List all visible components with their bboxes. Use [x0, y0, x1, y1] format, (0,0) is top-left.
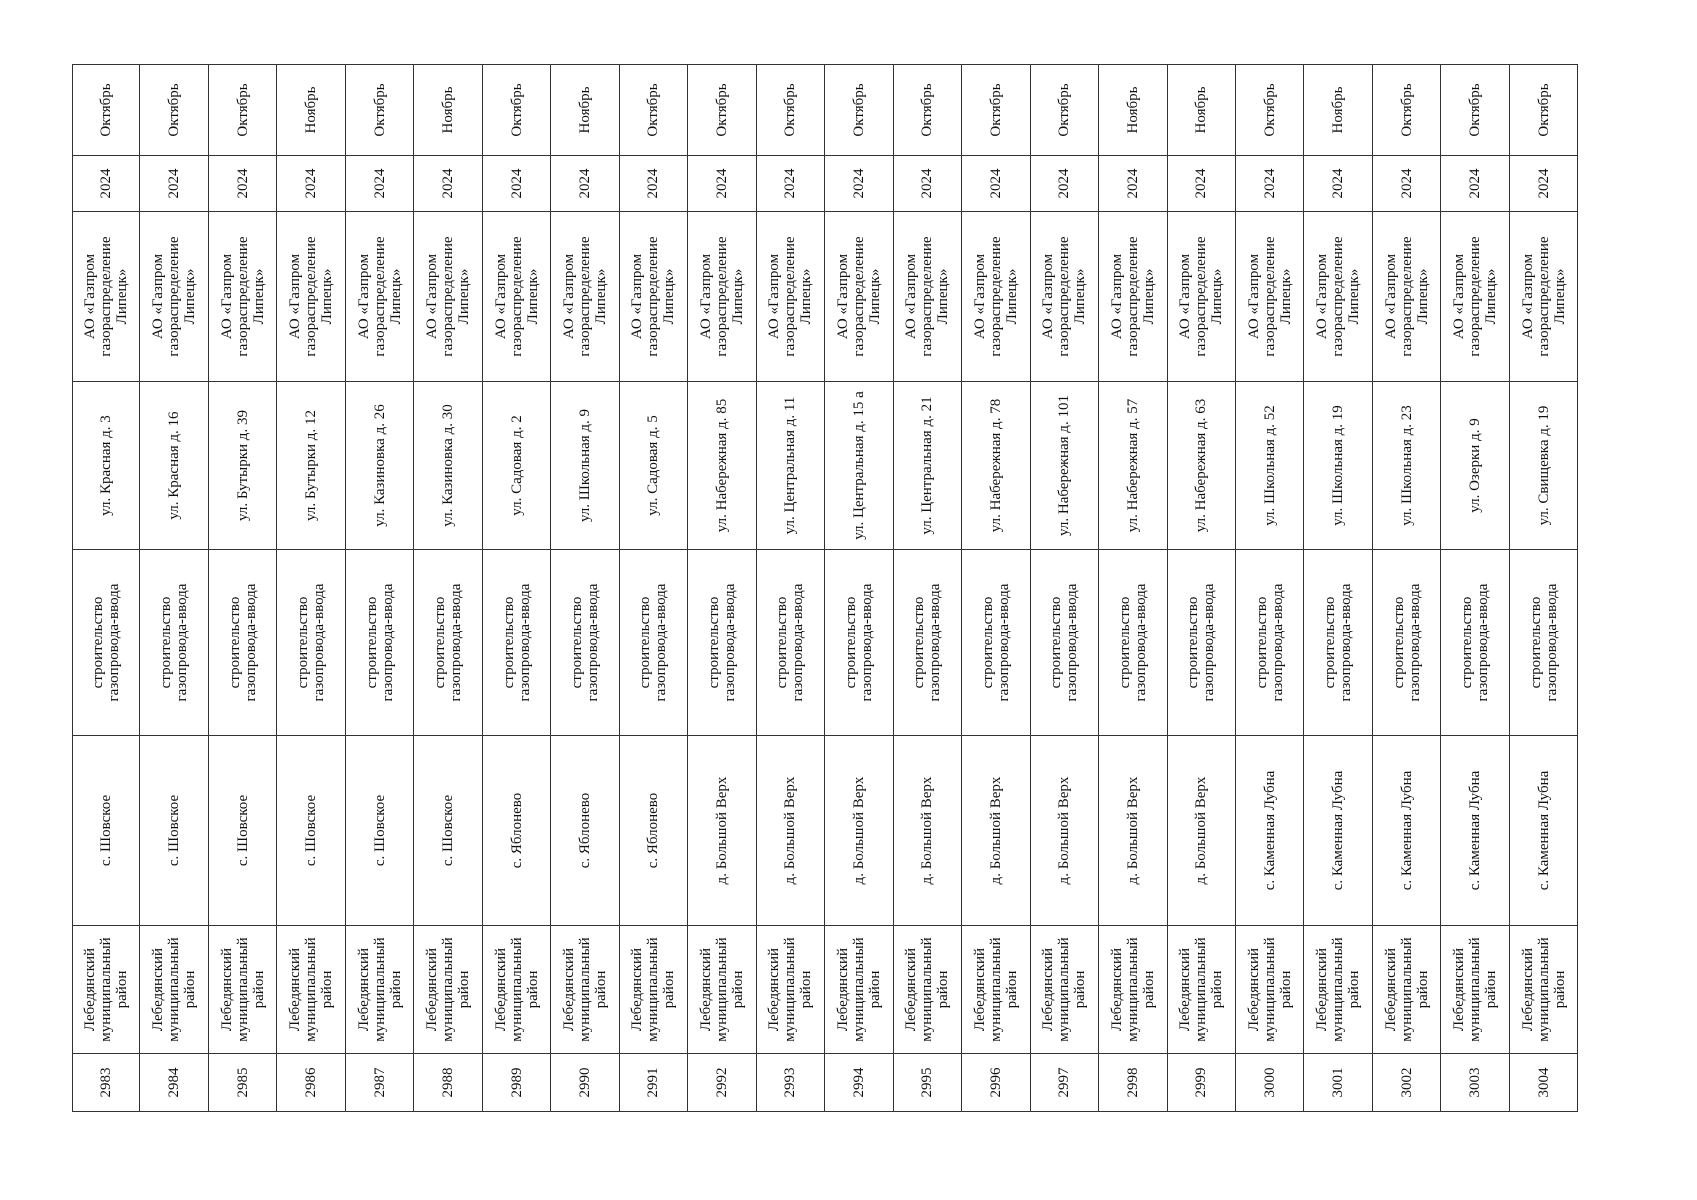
- organization-cell: АО «Газпром газораспределение Липецк»: [962, 212, 1029, 382]
- district-cell: Лебедянский муниципальный район: [414, 926, 481, 1054]
- district-cell: Лебедянский муниципальный район: [1373, 926, 1440, 1054]
- table-row: [894, 64, 962, 1112]
- table-row: [825, 64, 893, 1112]
- work-type-cell: строительство газопровода-ввода: [277, 550, 344, 736]
- row-number-cell: 3004: [1510, 1054, 1577, 1112]
- settlement-cell: д. Большой Верх: [1031, 736, 1098, 926]
- settlement-cell: д. Большой Верх: [962, 736, 1029, 926]
- settlement-cell: д. Большой Верх: [825, 736, 892, 926]
- settlement-cell: с. Каменная Лубна: [1510, 736, 1577, 926]
- month-cell: Октябрь: [962, 64, 1029, 156]
- district-cell: Лебедянский муниципальный район: [1099, 926, 1166, 1054]
- organization-cell: АО «Газпром газораспределение Липецк»: [688, 212, 755, 382]
- settlement-cell: с. Каменная Лубна: [1373, 736, 1440, 926]
- address-cell: ул. Школьная д. 52: [1236, 382, 1303, 550]
- table-row: [414, 64, 482, 1112]
- address-cell: ул. Садовая д. 2: [483, 382, 550, 550]
- district-cell: Лебедянский муниципальный район: [894, 926, 961, 1054]
- district-cell: Лебедянский муниципальный район: [1441, 926, 1508, 1054]
- settlement-cell: с. Шовское: [414, 736, 481, 926]
- row-number-cell: 2986: [277, 1054, 344, 1112]
- settlement-cell: с. Шовское: [346, 736, 413, 926]
- address-cell: ул. Красная д. 3: [73, 382, 139, 550]
- address-cell: ул. Центральная д. 21: [894, 382, 961, 550]
- year-cell: 2024: [688, 156, 755, 212]
- table-row: [1099, 64, 1167, 1112]
- work-type-cell: строительство газопровода-ввода: [962, 550, 1029, 736]
- organization-cell: АО «Газпром газораспределение Липецк»: [1168, 212, 1235, 382]
- month-cell: Октябрь: [140, 64, 207, 156]
- month-cell: Ноябрь: [1099, 64, 1166, 156]
- row-number-cell: 2994: [825, 1054, 892, 1112]
- table-row: [72, 64, 140, 1112]
- row-number-cell: 2988: [414, 1054, 481, 1112]
- work-type-cell: строительство газопровода-ввода: [414, 550, 481, 736]
- row-number-cell: 2993: [757, 1054, 824, 1112]
- month-cell: Ноябрь: [551, 64, 618, 156]
- work-type-cell: строительство газопровода-ввода: [1031, 550, 1098, 736]
- work-type-cell: строительство газопровода-ввода: [140, 550, 207, 736]
- address-cell: ул. Озерки д. 9: [1441, 382, 1508, 550]
- district-cell: Лебедянский муниципальный район: [483, 926, 550, 1054]
- year-cell: 2024: [414, 156, 481, 212]
- year-cell: 2024: [1441, 156, 1508, 212]
- row-number-cell: 3000: [1236, 1054, 1303, 1112]
- work-type-cell: строительство газопровода-ввода: [894, 550, 961, 736]
- settlement-cell: д. Большой Верх: [894, 736, 961, 926]
- district-cell: Лебедянский муниципальный район: [346, 926, 413, 1054]
- row-number-cell: 2990: [551, 1054, 618, 1112]
- year-cell: 2024: [140, 156, 207, 212]
- work-type-cell: строительство газопровода-ввода: [1099, 550, 1166, 736]
- table-row: [277, 64, 345, 1112]
- organization-cell: АО «Газпром газораспределение Липецк»: [620, 212, 687, 382]
- district-cell: Лебедянский муниципальный район: [757, 926, 824, 1054]
- year-cell: 2024: [825, 156, 892, 212]
- row-number-cell: 3001: [1304, 1054, 1371, 1112]
- address-cell: ул. Свищевка д. 19: [1510, 382, 1577, 550]
- row-number-cell: 2999: [1168, 1054, 1235, 1112]
- work-type-cell: строительство газопровода-ввода: [620, 550, 687, 736]
- table-row: [1168, 64, 1236, 1112]
- table-row: [688, 64, 756, 1112]
- settlement-cell: с. Каменная Лубна: [1304, 736, 1371, 926]
- row-number-cell: 2989: [483, 1054, 550, 1112]
- district-cell: Лебедянский муниципальный район: [688, 926, 755, 1054]
- month-cell: Ноябрь: [1304, 64, 1371, 156]
- table-row: [1373, 64, 1441, 1112]
- table-row: [757, 64, 825, 1112]
- work-type-cell: строительство газопровода-ввода: [346, 550, 413, 736]
- year-cell: 2024: [346, 156, 413, 212]
- organization-cell: АО «Газпром газораспределение Липецк»: [140, 212, 207, 382]
- work-type-cell: строительство газопровода-ввода: [1304, 550, 1371, 736]
- year-cell: 2024: [962, 156, 1029, 212]
- settlement-cell: с. Шовское: [277, 736, 344, 926]
- district-cell: Лебедянский муниципальный район: [1236, 926, 1303, 1054]
- address-cell: ул. Казиновка д. 26: [346, 382, 413, 550]
- month-cell: Ноябрь: [1168, 64, 1235, 156]
- address-cell: ул. Набережная д. 63: [1168, 382, 1235, 550]
- year-cell: 2024: [483, 156, 550, 212]
- settlement-cell: д. Большой Верх: [1099, 736, 1166, 926]
- row-number-cell: 2984: [140, 1054, 207, 1112]
- settlement-cell: д. Большой Верх: [757, 736, 824, 926]
- month-cell: Октябрь: [1031, 64, 1098, 156]
- settlement-cell: с. Яблонево: [483, 736, 550, 926]
- address-cell: ул. Набережная д. 101: [1031, 382, 1098, 550]
- work-type-cell: строительство газопровода-ввода: [757, 550, 824, 736]
- row-number-cell: 2991: [620, 1054, 687, 1112]
- year-cell: 2024: [1510, 156, 1577, 212]
- year-cell: 2024: [1304, 156, 1371, 212]
- district-cell: Лебедянский муниципальный район: [140, 926, 207, 1054]
- address-cell: ул. Школьная д. 9: [551, 382, 618, 550]
- month-cell: Октябрь: [73, 64, 139, 156]
- row-number-cell: 2998: [1099, 1054, 1166, 1112]
- year-cell: 2024: [757, 156, 824, 212]
- organization-cell: АО «Газпром газораспределение Липецк»: [1304, 212, 1371, 382]
- table-row: [1441, 64, 1509, 1112]
- year-cell: 2024: [277, 156, 344, 212]
- month-cell: Октябрь: [1510, 64, 1577, 156]
- work-type-cell: строительство газопровода-ввода: [73, 550, 139, 736]
- district-cell: Лебедянский муниципальный район: [962, 926, 1029, 1054]
- row-number-cell: 2995: [894, 1054, 961, 1112]
- address-cell: ул. Набережная д. 85: [688, 382, 755, 550]
- month-cell: Октябрь: [825, 64, 892, 156]
- table-row: [1236, 64, 1304, 1112]
- month-cell: Октябрь: [209, 64, 276, 156]
- year-cell: 2024: [1168, 156, 1235, 212]
- district-cell: Лебедянский муниципальный район: [209, 926, 276, 1054]
- month-cell: Октябрь: [688, 64, 755, 156]
- organization-cell: АО «Газпром газораспределение Липецк»: [757, 212, 824, 382]
- table-row: [1304, 64, 1372, 1112]
- district-cell: Лебедянский муниципальный район: [1168, 926, 1235, 1054]
- district-cell: Лебедянский муниципальный район: [551, 926, 618, 1054]
- settlement-cell: с. Шовское: [73, 736, 139, 926]
- organization-cell: АО «Газпром газораспределение Липецк»: [1510, 212, 1577, 382]
- address-cell: ул. Набережная д. 78: [962, 382, 1029, 550]
- address-cell: ул. Садовая д. 5: [620, 382, 687, 550]
- month-cell: Октябрь: [1373, 64, 1440, 156]
- month-cell: Октябрь: [620, 64, 687, 156]
- organization-cell: АО «Газпром газораспределение Липецк»: [209, 212, 276, 382]
- address-cell: ул. Красная д. 16: [140, 382, 207, 550]
- gas-pipeline-schedule-table: [72, 64, 1578, 1112]
- year-cell: 2024: [1031, 156, 1098, 212]
- row-number-cell: 2992: [688, 1054, 755, 1112]
- month-cell: Октябрь: [1441, 64, 1508, 156]
- organization-cell: АО «Газпром газораспределение Липецк»: [1031, 212, 1098, 382]
- work-type-cell: строительство газопровода-ввода: [483, 550, 550, 736]
- table-row: [620, 64, 688, 1112]
- work-type-cell: строительство газопровода-ввода: [1236, 550, 1303, 736]
- address-cell: ул. Набережная д. 57: [1099, 382, 1166, 550]
- row-number-cell: 2997: [1031, 1054, 1098, 1112]
- settlement-cell: с. Шовское: [140, 736, 207, 926]
- row-number-cell: 2985: [209, 1054, 276, 1112]
- year-cell: 2024: [894, 156, 961, 212]
- district-cell: Лебедянский муниципальный район: [277, 926, 344, 1054]
- month-cell: Октябрь: [346, 64, 413, 156]
- month-cell: Ноябрь: [277, 64, 344, 156]
- organization-cell: АО «Газпром газораспределение Липецк»: [1441, 212, 1508, 382]
- district-cell: Лебедянский муниципальный район: [1031, 926, 1098, 1054]
- settlement-cell: с. Каменная Лубна: [1236, 736, 1303, 926]
- settlement-cell: д. Большой Верх: [688, 736, 755, 926]
- table-row: [346, 64, 414, 1112]
- year-cell: 2024: [551, 156, 618, 212]
- address-cell: ул. Бутырки д. 39: [209, 382, 276, 550]
- year-cell: 2024: [620, 156, 687, 212]
- year-cell: 2024: [73, 156, 139, 212]
- address-cell: ул. Бутырки д. 12: [277, 382, 344, 550]
- organization-cell: АО «Газпром газораспределение Липецк»: [346, 212, 413, 382]
- district-cell: Лебедянский муниципальный район: [73, 926, 139, 1054]
- table-row: [140, 64, 208, 1112]
- address-cell: ул. Школьная д. 23: [1373, 382, 1440, 550]
- table-row: [209, 64, 277, 1112]
- month-cell: Октябрь: [894, 64, 961, 156]
- month-cell: Октябрь: [483, 64, 550, 156]
- month-cell: Октябрь: [1236, 64, 1303, 156]
- year-cell: 2024: [1099, 156, 1166, 212]
- organization-cell: АО «Газпром газораспределение Липецк»: [277, 212, 344, 382]
- district-cell: Лебедянский муниципальный район: [1304, 926, 1371, 1054]
- month-cell: Ноябрь: [414, 64, 481, 156]
- address-cell: ул. Центральная д. 11: [757, 382, 824, 550]
- year-cell: 2024: [209, 156, 276, 212]
- table-row: [1510, 64, 1578, 1112]
- month-cell: Октябрь: [757, 64, 824, 156]
- table-row: [551, 64, 619, 1112]
- work-type-cell: строительство газопровода-ввода: [688, 550, 755, 736]
- settlement-cell: с. Яблонево: [551, 736, 618, 926]
- settlement-cell: д. Большой Верх: [1168, 736, 1235, 926]
- address-cell: ул. Казиновка д. 30: [414, 382, 481, 550]
- year-cell: 2024: [1373, 156, 1440, 212]
- organization-cell: АО «Газпром газораспределение Липецк»: [73, 212, 139, 382]
- settlement-cell: с. Шовское: [209, 736, 276, 926]
- organization-cell: АО «Газпром газораспределение Липецк»: [1236, 212, 1303, 382]
- row-number-cell: 3003: [1441, 1054, 1508, 1112]
- work-type-cell: строительство газопровода-ввода: [551, 550, 618, 736]
- organization-cell: АО «Газпром газораспределение Липецк»: [551, 212, 618, 382]
- organization-cell: АО «Газпром газораспределение Липецк»: [1099, 212, 1166, 382]
- work-type-cell: строительство газопровода-ввода: [1373, 550, 1440, 736]
- district-cell: Лебедянский муниципальный район: [1510, 926, 1577, 1054]
- settlement-cell: с. Яблонево: [620, 736, 687, 926]
- row-number-cell: 2983: [73, 1054, 139, 1112]
- organization-cell: АО «Газпром газораспределение Липецк»: [414, 212, 481, 382]
- settlement-cell: с. Каменная Лубна: [1441, 736, 1508, 926]
- row-number-cell: 3002: [1373, 1054, 1440, 1112]
- organization-cell: АО «Газпром газораспределение Липецк»: [1373, 212, 1440, 382]
- year-cell: 2024: [1236, 156, 1303, 212]
- district-cell: Лебедянский муниципальный район: [825, 926, 892, 1054]
- table-row: [962, 64, 1030, 1112]
- table-row: [1031, 64, 1099, 1112]
- work-type-cell: строительство газопровода-ввода: [1441, 550, 1508, 736]
- district-cell: Лебедянский муниципальный район: [620, 926, 687, 1054]
- table-row: [483, 64, 551, 1112]
- row-number-cell: 2996: [962, 1054, 1029, 1112]
- address-cell: ул. Школьная д. 19: [1304, 382, 1371, 550]
- work-type-cell: строительство газопровода-ввода: [209, 550, 276, 736]
- address-cell: ул. Центральная д. 15 а: [825, 382, 892, 550]
- organization-cell: АО «Газпром газораспределение Липецк»: [825, 212, 892, 382]
- work-type-cell: строительство газопровода-ввода: [825, 550, 892, 736]
- organization-cell: АО «Газпром газораспределение Липецк»: [483, 212, 550, 382]
- organization-cell: АО «Газпром газораспределение Липецк»: [894, 212, 961, 382]
- work-type-cell: строительство газопровода-ввода: [1510, 550, 1577, 736]
- row-number-cell: 2987: [346, 1054, 413, 1112]
- work-type-cell: строительство газопровода-ввода: [1168, 550, 1235, 736]
